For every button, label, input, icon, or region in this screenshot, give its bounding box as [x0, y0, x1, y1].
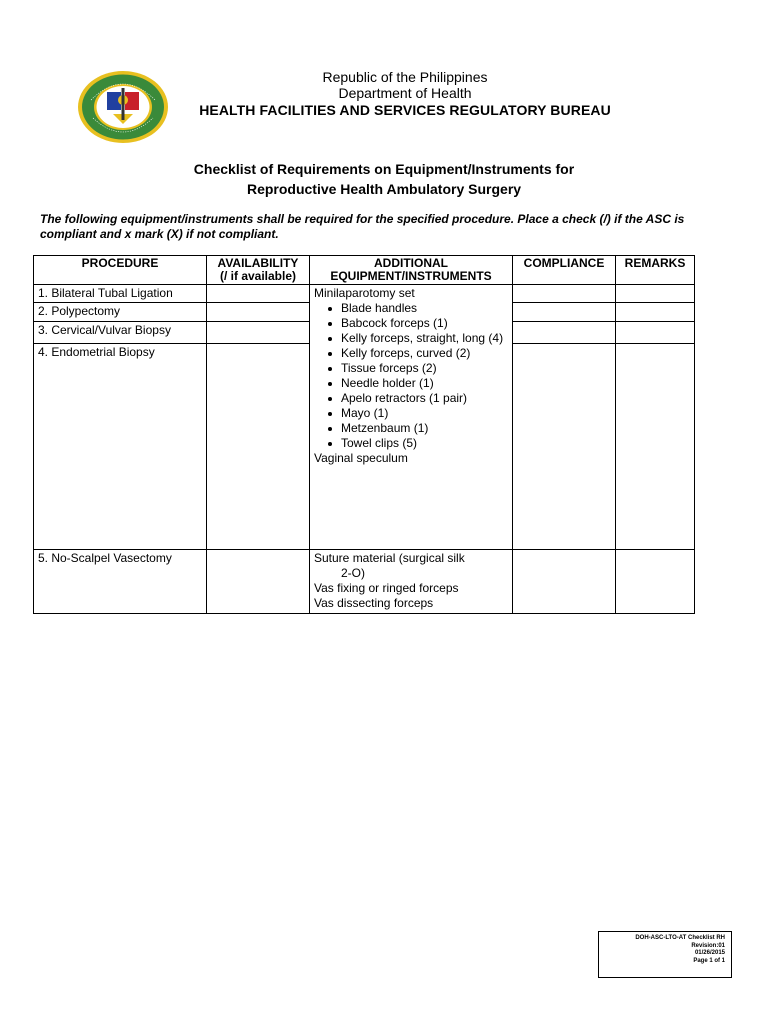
- header-compliance: COMPLIANCE: [513, 256, 616, 285]
- instructions-paragraph: The following equipment/instruments shall be required for the specified procedure. Place a check (/) if the ASC is compliant and x mark (X) if not compliant.: [40, 212, 685, 241]
- header-availability-hint: (/ if available): [219, 269, 297, 283]
- table-row: [34, 285, 695, 303]
- availability-cell[interactable]: [207, 322, 310, 344]
- equipment-cell-group2: [310, 550, 513, 614]
- remarks-cell[interactable]: [616, 550, 695, 614]
- list-item: Needle holder (1): [314, 376, 508, 391]
- header-availability: [207, 256, 310, 285]
- remarks-cell[interactable]: [616, 344, 695, 550]
- remarks-cell[interactable]: [616, 303, 695, 322]
- vas-fixing: Vas fixing or ringed forceps: [314, 581, 459, 595]
- availability-cell[interactable]: [207, 344, 310, 550]
- compliance-cell[interactable]: [513, 303, 616, 322]
- remarks-cell[interactable]: [616, 322, 695, 344]
- list-item: Blade handles: [314, 301, 508, 316]
- document-control-box: [598, 931, 732, 978]
- set-title: Minilaparotomy set: [314, 286, 415, 300]
- procedure-cell: 2. Polypectomy: [34, 303, 207, 322]
- suture-material: Suture material (surgical silk: [314, 551, 465, 565]
- compliance-cell[interactable]: [513, 344, 616, 550]
- compliance-cell[interactable]: [513, 550, 616, 614]
- procedure-cell: 5. No-Scalpel Vasectomy: [34, 550, 207, 614]
- remarks-cell[interactable]: [616, 285, 695, 303]
- department-of-health-seal: [77, 70, 169, 144]
- header-additional-label1: ADDITIONAL: [374, 256, 448, 270]
- document-code: DOH-ASC-LTO-AT Checklist RH: [635, 935, 725, 941]
- availability-cell[interactable]: [207, 303, 310, 322]
- document-title-line1: Checklist of Requirements on Equipment/Instruments for: [193, 161, 575, 177]
- document-title-line2: Reproductive Health Ambulatory Surgery: [246, 181, 522, 197]
- list-item: Apelo retractors (1 pair): [314, 391, 508, 406]
- vas-dissecting: Vas dissecting forceps: [314, 596, 434, 610]
- header-availability-label: AVAILABILITY: [217, 256, 299, 270]
- procedure-cell: 4. Endometrial Biopsy: [34, 344, 207, 550]
- page-number: Page 1 of 1: [693, 957, 725, 964]
- list-item: Kelly forceps, straight, long (4): [314, 331, 508, 346]
- revision: Revision:01: [691, 942, 725, 949]
- header-procedure: PROCEDURE: [34, 256, 207, 285]
- table-row: [34, 550, 695, 614]
- equipment-list: [314, 301, 508, 451]
- list-item: Towel clips (5): [314, 436, 508, 451]
- header-additional-label2: EQUIPMENT/INSTRUMENTS: [330, 269, 492, 283]
- equipment-cell-group1: [310, 285, 513, 550]
- procedure-cell: 1. Bilateral Tubal Ligation: [34, 285, 207, 303]
- compliance-cell[interactable]: [513, 322, 616, 344]
- availability-cell[interactable]: [207, 550, 310, 614]
- list-item: Tissue forceps (2): [314, 361, 508, 376]
- suture-material-cont: 2-O): [341, 566, 365, 580]
- republic-line: Republic of the Philippines: [322, 69, 488, 85]
- revision-date: 01/26/2015: [694, 950, 725, 956]
- list-item: Kelly forceps, curved (2): [314, 346, 508, 361]
- department-line: Department of Health: [338, 85, 472, 101]
- header-remarks: REMARKS: [616, 256, 695, 285]
- header-additional: [310, 256, 513, 285]
- table-header-row: [34, 256, 695, 285]
- list-item: Babcock forceps (1): [314, 316, 508, 331]
- bureau-line: HEALTH FACILITIES AND SERVICES REGULATORY BUREAU: [199, 102, 611, 118]
- agency-header: [170, 69, 640, 119]
- availability-cell[interactable]: [207, 285, 310, 303]
- requirements-table: [33, 255, 695, 614]
- list-item: Metzenbaum (1): [314, 421, 508, 436]
- procedure-cell: 3. Cervical/Vulvar Biopsy: [34, 322, 207, 344]
- compliance-cell[interactable]: [513, 285, 616, 303]
- list-item: Mayo (1): [314, 406, 508, 421]
- vaginal-speculum: Vaginal speculum: [314, 451, 408, 465]
